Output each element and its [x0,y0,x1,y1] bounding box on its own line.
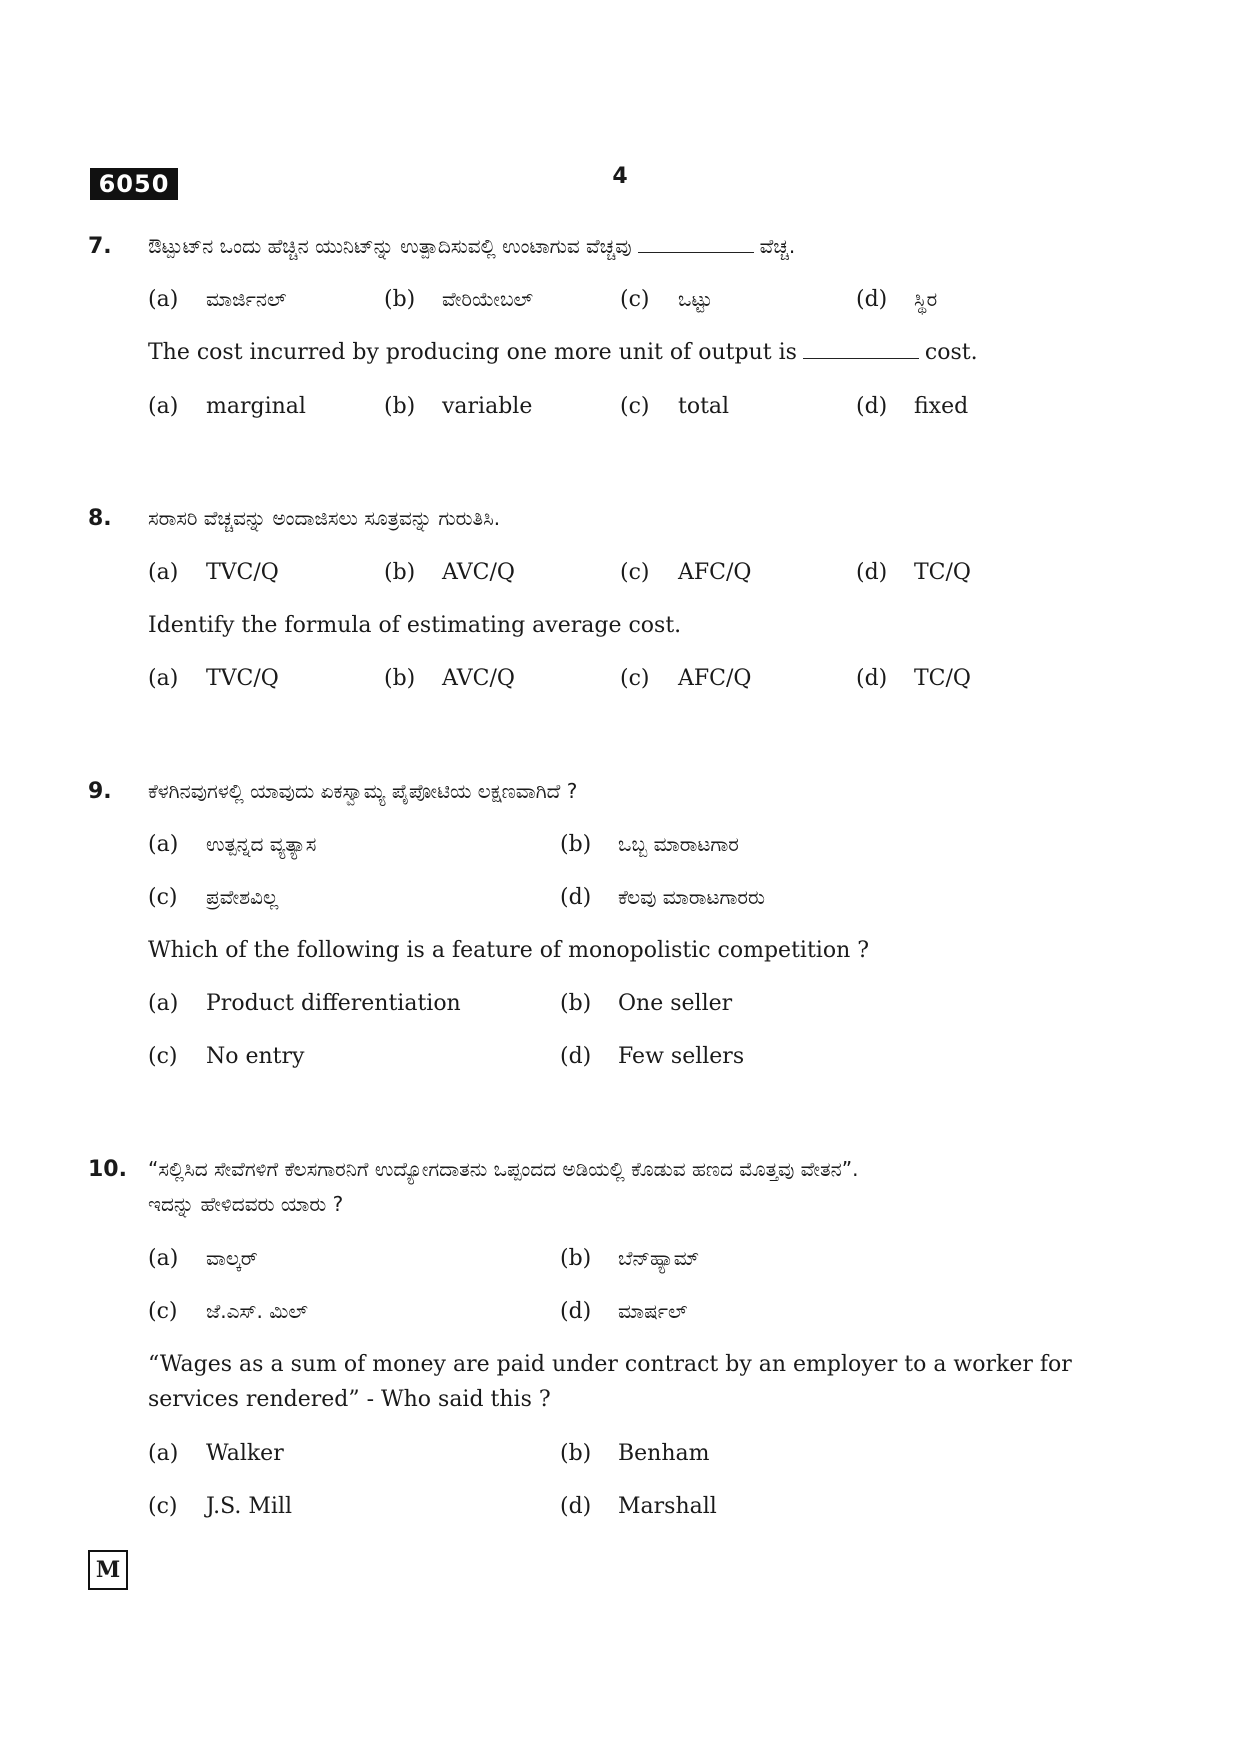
question-text-english-line-1: “Wages as a sum of money are paid under contract by an employer to a worker for [148,1352,1072,1377]
question-text-kannada: ಔಟ್ಪುಟ್‌ನ ಒಂದು ಹೆಚ್ಚಿನ ಯುನಿಟ್‌ನ್ನು ಉತ್ಪಾದಿಸುವಲ್ಲಿ ಉಂಟಾಗುವ ವೆಚ್ಚವು ವೆಚ್ಚ. [148,234,796,258]
option-english-b: (b) One seller [560,991,733,1016]
option-english-a: (a) TVC/Q [148,666,279,691]
answer-blank [803,340,919,359]
question-text-english: Which of the following is a feature of monopolistic competition ? [148,938,870,963]
question-text-kannada: ಕೆಳಗಿನವುಗಳಲ್ಲಿ ಯಾವುದು ಏಕಸ್ವಾಮ್ಯ ಪೈಪೋಟಿಯ ಲಕ್ಷಣವಾಗಿದೆ ? [148,779,578,803]
option-kannada-b: (b) AVC/Q [384,560,515,585]
option-kannada-c: (c) ಪ್ರವೇಶವಿಲ್ಲ [148,885,279,910]
option-kannada-c: (c) AFC/Q [620,560,752,585]
option-kannada-b: (b) ಒಬ್ಬ ಮಾರಾಟಗಾರ [560,832,739,857]
option-english-d: (d) Marshall [560,1494,717,1519]
option-english-b: (b) AVC/Q [384,666,515,691]
option-english-d: (d) TC/Q [856,666,971,691]
option-english-c: (c) No entry [148,1044,305,1069]
question-text-kannada: ಸರಾಸರಿ ವೆಚ್ಚವನ್ನು ಅಂದಾಜಿಸಲು ಸೂತ್ರವನ್ನು ಗುರುತಿಸಿ. [148,506,501,530]
option-kannada-c: (c) ಒಟ್ಟು [620,287,713,312]
option-kannada-a: (a) ಉತ್ಪನ್ನದ ವ್ಯತ್ಯಾಸ [148,832,317,857]
option-english-d: (d) Few sellers [560,1044,745,1069]
option-kannada-d: (d) ಮಾರ್ಷಲ್ [560,1299,688,1324]
option-kannada-d: (d) TC/Q [856,560,971,585]
question-number: 9. [88,779,112,804]
option-kannada-a: (a) ಮಾರ್ಜಿನಲ್ [148,287,287,312]
option-kannada-b: (b) ಬೆನ್‌ಹ್ಯಾಮ್ [560,1246,700,1271]
option-english-a: (a) marginal [148,394,306,419]
option-english-b: (b) variable [384,394,533,419]
answer-blank [638,234,754,253]
option-english-b: (b) Benham [560,1441,710,1466]
question-text-english-line-2: services rendered” - Who said this ? [148,1387,551,1412]
option-english-c: (c) AFC/Q [620,666,752,691]
question-text-english: The cost incurred by producing one more unit of output is cost. [148,340,978,365]
question-text-kannada-line-2: ಇದನ್ನು ಹೇಳಿದವರು ಯಾರು ? [148,1192,344,1216]
option-english-c: (c) total [620,394,730,419]
option-english-a: (a) Walker [148,1441,284,1466]
option-kannada-b: (b) ವೇರಿಯೇಬಲ್ [384,287,533,312]
option-english-d: (d) fixed [856,394,969,419]
paper-code: 6050 [90,168,178,200]
option-kannada-a: (a) ವಾಲ್ಕರ್ [148,1246,258,1271]
question-number: 8. [88,506,112,531]
question-number: 7. [88,234,112,259]
question-text-english: Identify the formula of estimating average cost. [148,613,682,638]
option-kannada-d: (d) ಸ್ಥಿರ [856,287,938,312]
option-kannada-d: (d) ಕೆಲವು ಮಾರಾಟಗಾರರು [560,885,765,910]
question-number: 10. [88,1157,127,1182]
page-number: 4 [612,164,628,189]
option-english-a: (a) Product differentiation [148,991,461,1016]
option-kannada-c: (c) ಜೆ.ಎಸ್. ಮಿಲ್ [148,1299,308,1324]
question-text-kannada-line-1: “ಸಲ್ಲಿಸಿದ ಸೇವೆಗಳಿಗೆ ಕೆಲಸಗಾರನಿಗೆ ಉದ್ಯೋಗದಾತನು ಒಪ್ಪಂದದ ಅಡಿಯಲ್ಲಿ ಕೊಡುವ ಹಣದ ಮೊತ್ತವು ವೇತನ”. [148,1157,859,1181]
option-english-c: (c) J.S. Mill [148,1494,293,1519]
option-kannada-a: (a) TVC/Q [148,560,279,585]
footer-mark: M [88,1550,128,1590]
